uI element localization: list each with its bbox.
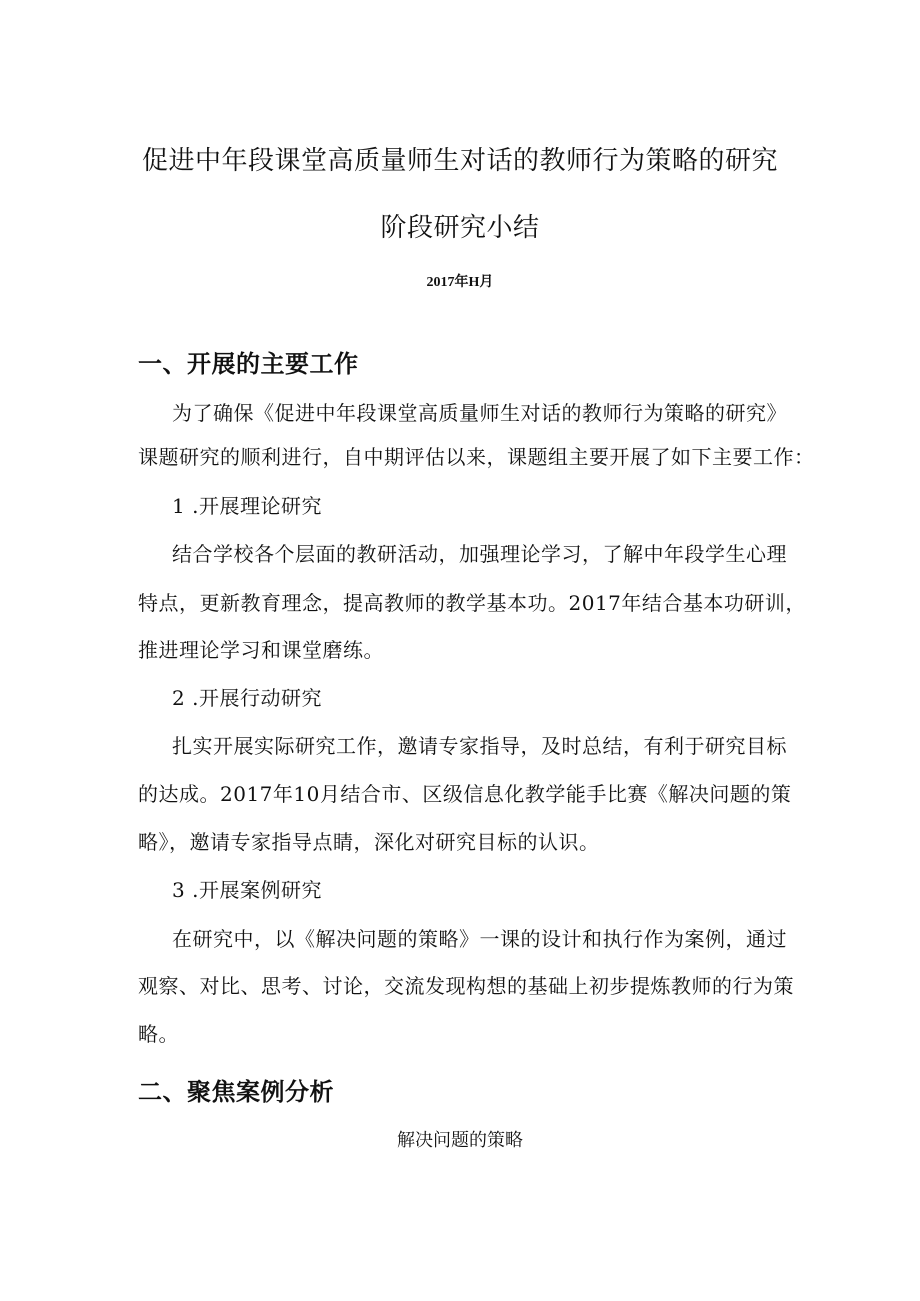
- item-3-line-1: 在研究中，以《解决问题的策略》一课的设计和执行作为案例，通过: [172, 927, 787, 951]
- item-1-line-1: 结合学校各个层面的教研活动，加强理论学习，了解中年段学生心理: [172, 542, 787, 566]
- document-date: 2017年H月: [426, 275, 494, 290]
- item-3-line-3: 略。: [138, 1022, 179, 1046]
- section-1-intro-line-1: 为了确保《促进中年段课堂高质量师生对话的教师行为策略的研究》: [172, 401, 787, 425]
- case-analysis-subtitle: 解决问题的策略: [397, 1130, 523, 1151]
- section-1-heading: 一、开展的主要工作: [138, 350, 359, 378]
- item-3-label: 3 .开展案例研究: [172, 878, 322, 902]
- item-1-line-2: 特点，更新教育理念，提高教师的教学基本功。2017年结合基本功研训，: [138, 591, 806, 615]
- item-2-label: 2 .开展行动研究: [172, 686, 322, 710]
- section-2-heading: 二、聚焦案例分析: [138, 1078, 334, 1106]
- item-1-line-3: 推进理论学习和课堂磨练。: [138, 638, 384, 662]
- item-3-line-2: 观察、对比、思考、讨论，交流发现构想的基础上初步提炼教师的行为策: [138, 974, 794, 998]
- item-2-line-2: 的达成。2017年10月结合市、区级信息化教学能手比赛《解决问题的策: [138, 782, 792, 806]
- item-2-line-1: 扎实开展实际研究工作，邀请专家指导，及时总结，有利于研究目标: [172, 734, 787, 758]
- item-1-label: 1 .开展理论研究: [172, 494, 322, 518]
- section-1-intro-line-2: 课题研究的顺利进行，自中期评估以来，课题组主要开展了如下主要工作：: [138, 445, 815, 469]
- document-title: 促进中年段课堂高质量师生对话的教师行为策略的研究: [141, 146, 778, 176]
- item-2-line-3: 略》，邀请专家指导点睛，深化对研究目标的认识。: [138, 830, 600, 854]
- document-subtitle: 阶段研究小结: [380, 213, 540, 243]
